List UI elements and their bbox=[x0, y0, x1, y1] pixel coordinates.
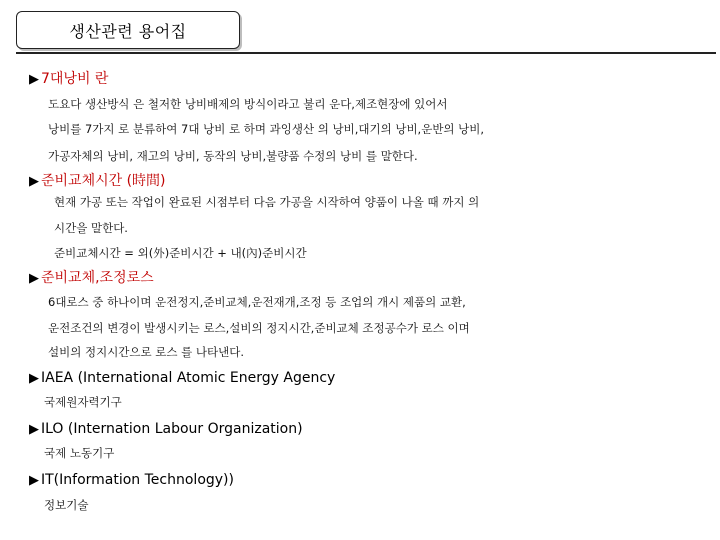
triangle-bullet-icon: ▶ bbox=[29, 174, 39, 189]
section-line: 운전조건의 변경이 발생시키는 로스,설비의 정지시간,준비교체 조정공수가 로스 이며 bbox=[48, 321, 470, 335]
section-heading-iaea: ▶ IAEA (International Atomic Energy Agency bbox=[29, 370, 336, 386]
section-line: 정보기술 bbox=[44, 498, 89, 512]
section-heading-setup-time: ▶ 준비교체시간 (時間) bbox=[29, 173, 166, 189]
section-line: 국제 노동기구 bbox=[44, 446, 115, 460]
triangle-bullet-icon: ▶ bbox=[29, 371, 39, 386]
title-divider bbox=[16, 52, 716, 54]
triangle-bullet-icon: ▶ bbox=[29, 422, 39, 437]
section-heading-it: ▶ IT(Information Technology)) bbox=[29, 472, 234, 488]
section-heading-7-wastes: ▶ 7대낭비 란 bbox=[29, 71, 109, 87]
section-line: 낭비를 7가지 로 분류하여 7대 낭비 로 하며 과잉생산 의 낭비,대기의 낭비,운반의 낭비, bbox=[48, 122, 485, 136]
section-line: 6대로스 중 하나이며 운전정지,준비교체,운전재개,조정 등 조업의 개시 제품의 교환, bbox=[48, 295, 466, 309]
section-line: 현재 가공 또는 작업이 완료된 시점부터 다음 가공을 시작하여 양품이 나올 때 까지 의 bbox=[54, 195, 480, 209]
triangle-bullet-icon: ▶ bbox=[29, 473, 39, 488]
section-heading-ilo: ▶ ILO (Internation Labour Organization) bbox=[29, 421, 303, 437]
section-line: 설비의 정지시간으로 로스 를 나타낸다. bbox=[48, 345, 245, 359]
section-line: 가공자체의 낭비, 재고의 낭비, 동작의 낭비,불량품 수정의 낭비 를 말한다. bbox=[48, 149, 418, 163]
triangle-bullet-icon: ▶ bbox=[29, 72, 39, 87]
section-line: 준비교체시간 = 외(外)준비시간 + 내(內)준비시간 bbox=[54, 246, 307, 260]
page-title: 생산관련 용어집 bbox=[69, 21, 187, 41]
section-line: 국제원자력기구 bbox=[44, 395, 122, 409]
section-heading-setup-loss: ▶ 준비교체,조정로스 bbox=[29, 270, 154, 286]
section-line: 도요다 생산방식 은 철저한 낭비배제의 방식이라고 불리 운다,제조현장에 있어서 bbox=[48, 97, 448, 111]
triangle-bullet-icon: ▶ bbox=[29, 271, 39, 286]
section-line: 시간을 말한다. bbox=[54, 221, 128, 235]
page-title-box bbox=[16, 11, 240, 49]
